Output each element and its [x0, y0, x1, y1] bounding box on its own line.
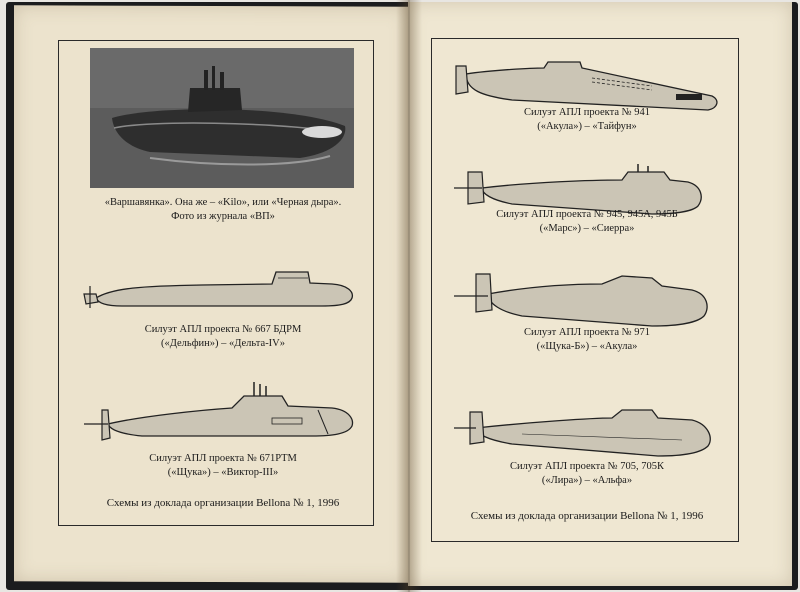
- book-gutter: [396, 0, 422, 592]
- victor-iii-silhouette: [82, 376, 358, 448]
- caption-971: [452, 326, 722, 354]
- caption-941-line1: Силуэт АПЛ проекта № 941: [523, 107, 650, 118]
- caption-667: [92, 323, 354, 351]
- photo-caption-line2: Фото из журнала «ВП»: [171, 211, 275, 222]
- delta-iv-silhouette: [82, 268, 358, 316]
- caption-705-line2: («Лира») – «Альфа»: [541, 475, 633, 486]
- photo-caption-line1: «Варшавянка». Она же – «Kilo», или «Черная дыра».: [104, 197, 342, 208]
- caption-941-line2: («Акула») – «Тайфун»: [537, 121, 637, 132]
- kilo-submarine-image: [90, 48, 354, 188]
- caption-705: [452, 460, 722, 488]
- caption-945-line1: Силуэт АПЛ проекта № 945, 945А, 945Б: [496, 209, 678, 220]
- caption-971-line2: («Щука-Б») – «Акула»: [536, 341, 638, 352]
- caption-671-line2: («Щука») – «Виктор-III»: [167, 467, 279, 478]
- caption-941: [452, 106, 722, 134]
- caption-667-line2: («Дельфин») – «Дельта-IV»: [160, 338, 286, 349]
- caption-945: [452, 208, 722, 236]
- caption-705-line1: Силуэт АПЛ проекта № 705, 705К: [509, 461, 664, 472]
- alfa-silhouette: [452, 400, 728, 460]
- caption-671-line1: Силуэт АПЛ проекта № 671РТМ: [149, 453, 297, 464]
- photo-caption: [92, 196, 354, 224]
- caption-971-line1: Силуэт АПЛ проекта № 971: [523, 327, 650, 338]
- caption-945-line2: («Марс») – «Сиерра»: [539, 223, 635, 234]
- akula-silhouette: [452, 270, 728, 332]
- left-source-note: Схемы из доклада организации Bellona № 1, 1996: [106, 497, 340, 509]
- right-source-note: Схемы из доклада организации Bellona № 1, 1996: [470, 510, 704, 522]
- caption-671: [92, 452, 354, 480]
- submarine-photo: [90, 48, 354, 188]
- caption-667-line1: Силуэт АПЛ проекта № 667 БДРМ: [144, 324, 302, 335]
